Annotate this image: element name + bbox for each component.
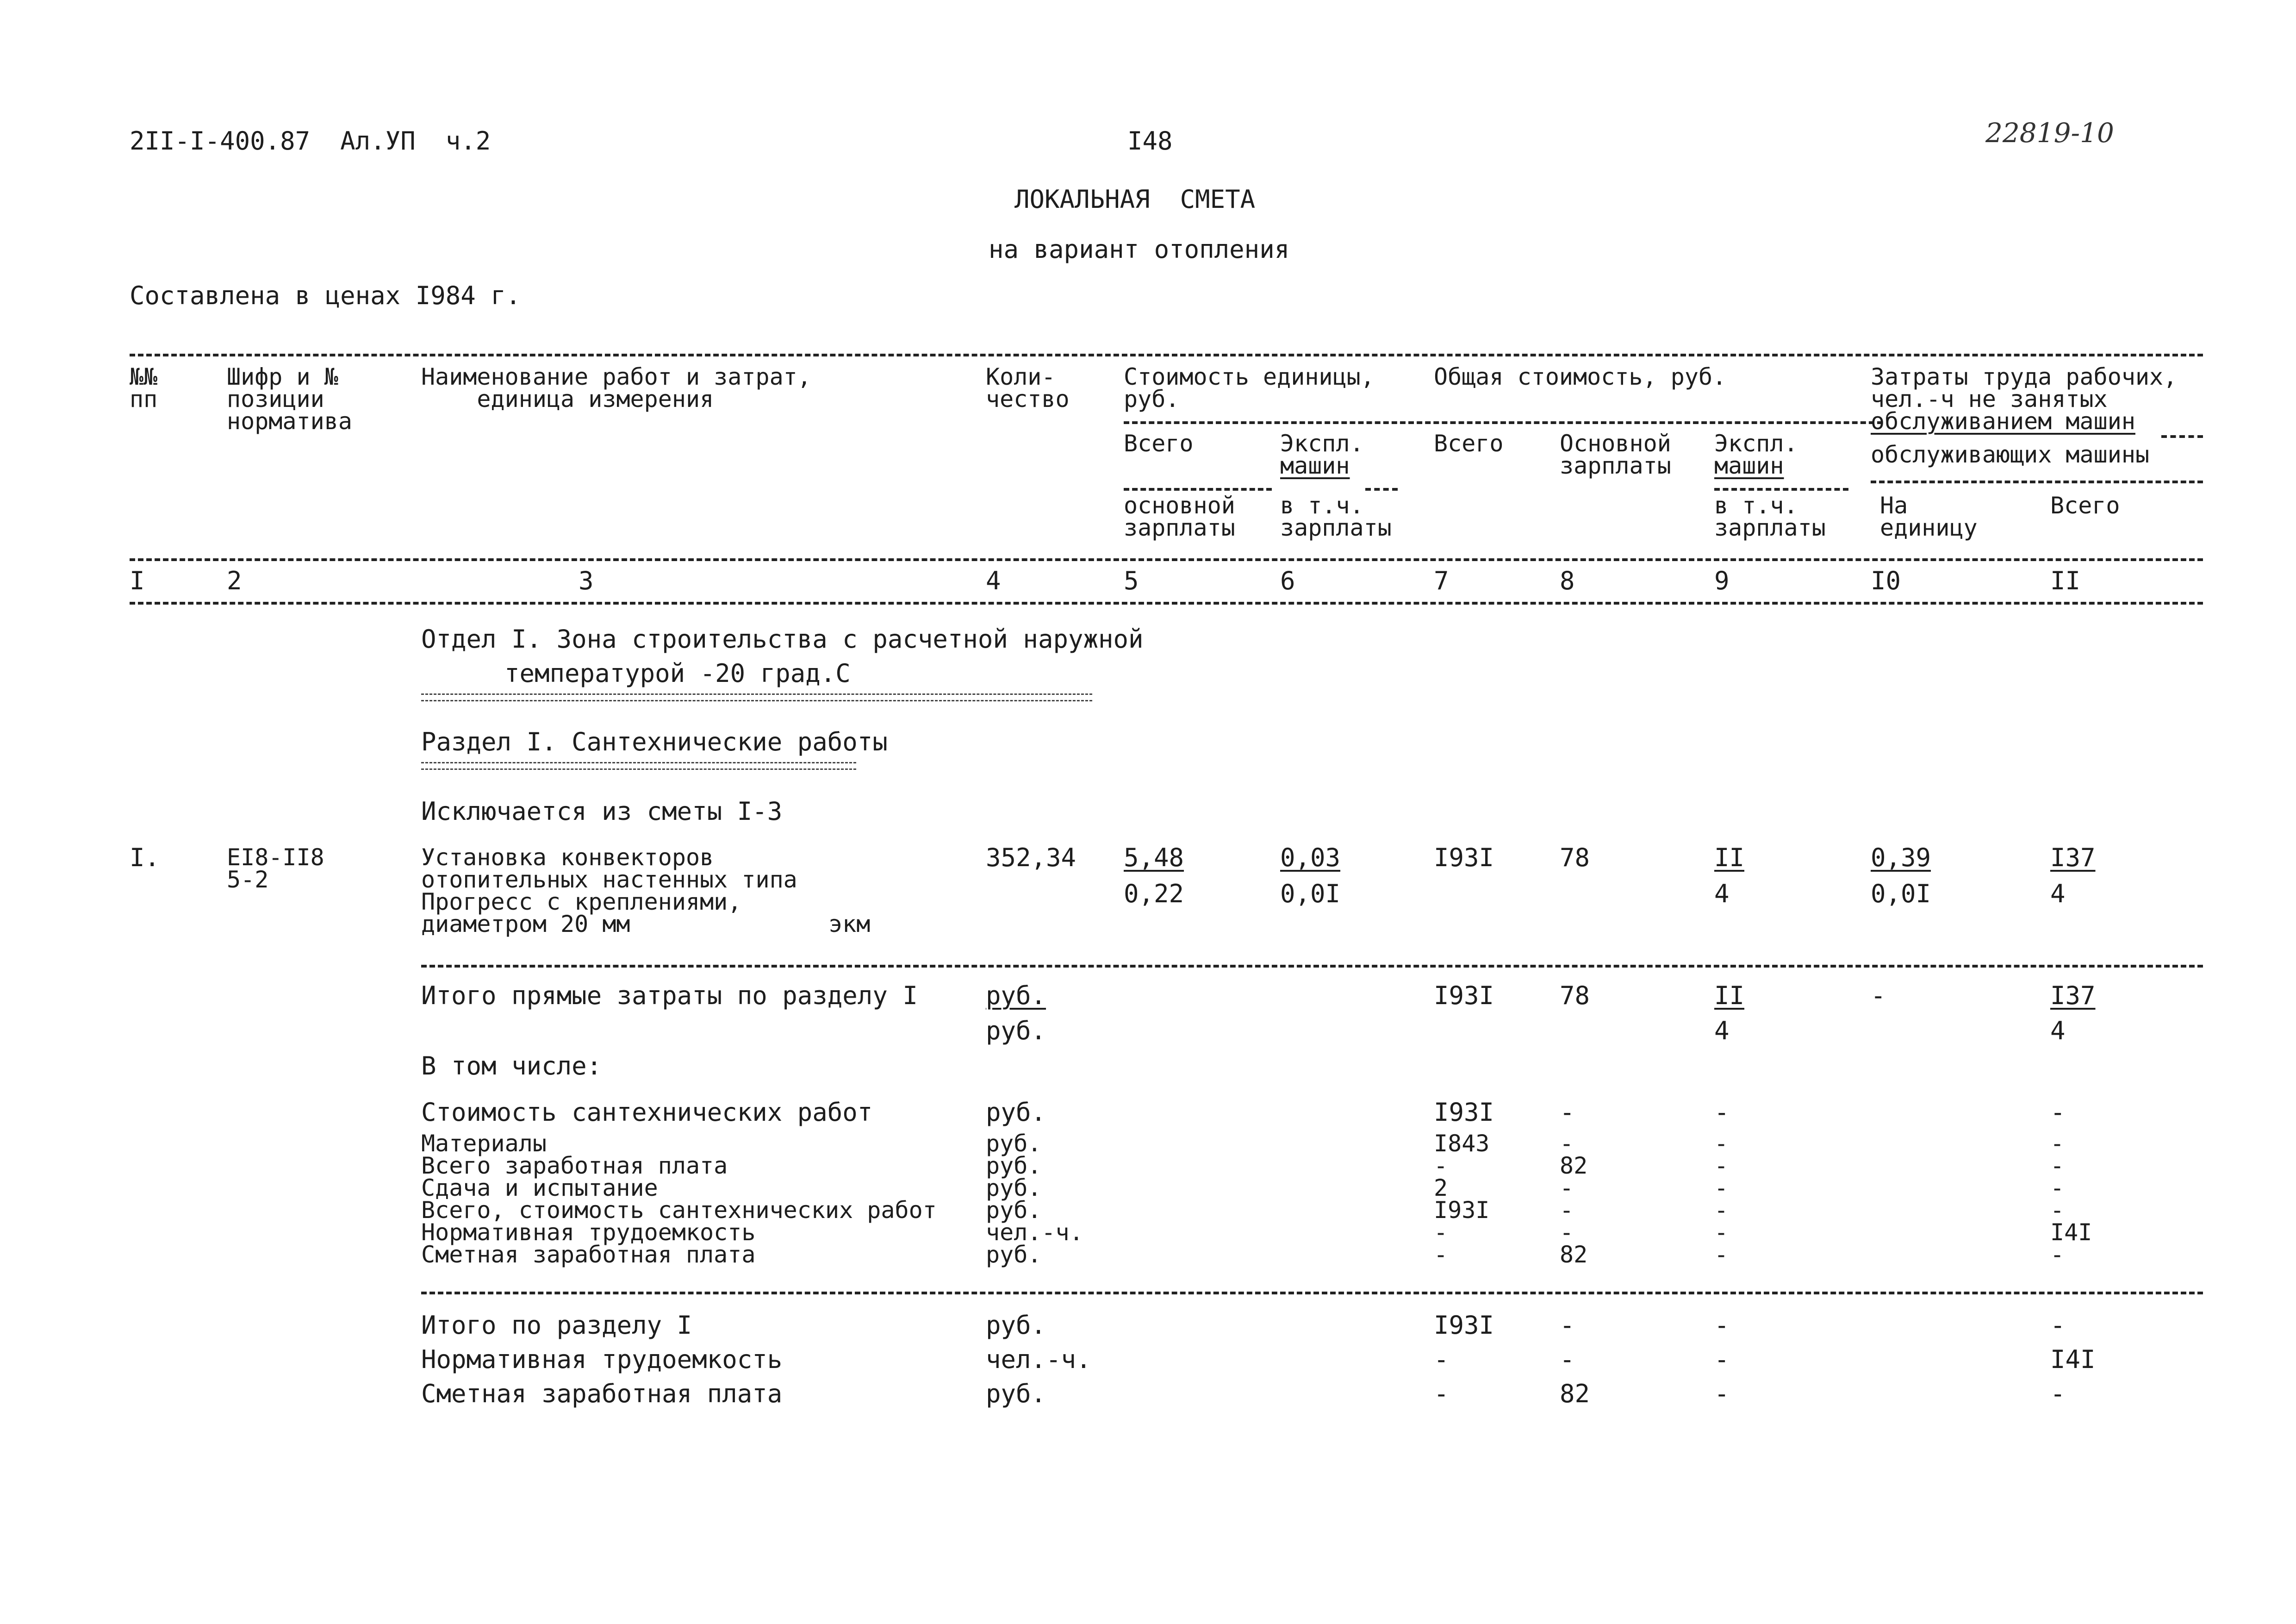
breakdown-bottom-rule bbox=[421, 1292, 2203, 1294]
breakdown-total: - bbox=[1434, 1241, 1448, 1268]
totals-mach: - bbox=[1714, 1311, 1730, 1340]
total-base-header: Основной зарплаты bbox=[1560, 430, 1671, 479]
breakdown-base: 82 bbox=[1560, 1241, 1588, 1268]
header-rule-mach bbox=[1714, 488, 1848, 491]
breakdown-base: - bbox=[1560, 1174, 1574, 1201]
total-incl-header: в т.ч. зарплаты bbox=[1714, 492, 1826, 541]
labor-unit-header: На единицу bbox=[1880, 492, 1978, 541]
unit-base-header: основной зарплаты bbox=[1124, 492, 1235, 541]
totals-unit: руб. bbox=[986, 1311, 1046, 1340]
header-rule-unit bbox=[1124, 488, 1272, 491]
item-unit-incl: 0,0I bbox=[1280, 879, 1341, 908]
totals-label: Итого по разделу I bbox=[421, 1311, 692, 1340]
direct-costs-unit: руб. bbox=[986, 981, 1046, 1010]
direct-costs-incl: 4 bbox=[1714, 1016, 1730, 1045]
breakdown-labor: - bbox=[2050, 1098, 2066, 1127]
breakdown-total: I93I bbox=[1434, 1197, 1490, 1224]
col-num-4: 4 bbox=[986, 566, 1001, 595]
breakdown-label: Сдача и испытание bbox=[421, 1174, 658, 1201]
total-mach-header: Экспл. bbox=[1714, 430, 1798, 457]
direct-costs-labor-unit: - bbox=[1871, 981, 1886, 1010]
direct-costs-label: Итого прямые затраты по разделу I bbox=[421, 981, 918, 1010]
breakdown-mach: - bbox=[1714, 1152, 1729, 1179]
totals-unit: руб. bbox=[986, 1379, 1046, 1408]
col-num-2: 2 bbox=[227, 566, 242, 595]
breakdown-total: I93I bbox=[1434, 1098, 1494, 1127]
breakdown-base: - bbox=[1560, 1219, 1574, 1246]
totals-labor: - bbox=[2050, 1379, 2066, 1408]
totals-total: - bbox=[1434, 1345, 1449, 1374]
breakdown-labor: - bbox=[2050, 1130, 2065, 1157]
labor-not-serving-header: обслуживанием машин bbox=[1871, 408, 2135, 435]
header-rule-labor bbox=[1871, 481, 2203, 483]
direct-costs-labor-total: I37 bbox=[2050, 981, 2096, 1010]
direct-costs-base: 78 bbox=[1560, 981, 1590, 1010]
breakdown-mach: - bbox=[1714, 1219, 1729, 1246]
breakdown-labor: - bbox=[2050, 1197, 2065, 1224]
header-rule-labor-tail bbox=[2161, 435, 2203, 438]
item-labor-unit-serv: 0,0I bbox=[1871, 879, 1931, 908]
col-numbers-bottom-rule bbox=[130, 602, 2203, 605]
breakdown-total: 2 bbox=[1434, 1174, 1448, 1201]
totals-base: - bbox=[1560, 1311, 1575, 1340]
item-code: EI8-II8 5-2 bbox=[227, 844, 324, 893]
breakdown-labor: - bbox=[2050, 1174, 2065, 1201]
breakdown-total: - bbox=[1434, 1152, 1448, 1179]
col-num-9: 9 bbox=[1714, 566, 1730, 595]
total-all-header: Всего bbox=[1434, 430, 1504, 457]
col-code-header: Шифр и № позиции норматива bbox=[227, 363, 352, 435]
breakdown-unit: руб. bbox=[986, 1241, 1042, 1268]
item-labor-total-serv: 4 bbox=[2050, 879, 2066, 908]
document-code: 2II-I-400.87 Ал.УП ч.2 bbox=[130, 126, 491, 156]
breakdown-total: I843 bbox=[1434, 1130, 1490, 1157]
breakdown-mach: - bbox=[1714, 1197, 1729, 1224]
item-total-incl: 4 bbox=[1714, 879, 1730, 908]
breakdown-label: Сметная заработная плата bbox=[421, 1241, 756, 1268]
item-total-base: 78 bbox=[1560, 843, 1590, 872]
breakdown-unit: руб. bbox=[986, 1152, 1042, 1179]
breakdown-mach: - bbox=[1714, 1098, 1730, 1127]
col-num-7: 7 bbox=[1434, 566, 1449, 595]
section-underline-2 bbox=[421, 768, 856, 770]
section-underline-1 bbox=[421, 762, 856, 763]
page-number: I48 bbox=[1127, 126, 1173, 156]
direct-costs-total: I93I bbox=[1434, 981, 1494, 1010]
breakdown-label: Всего заработная плата bbox=[421, 1152, 728, 1179]
direct-costs-mach: II bbox=[1714, 981, 1745, 1010]
totals-labor: I4I bbox=[2050, 1345, 2096, 1374]
header-rule-cost bbox=[1124, 421, 1883, 424]
breakdown-unit: руб. bbox=[986, 1130, 1042, 1157]
col-numbers-top-rule bbox=[130, 558, 2203, 561]
item-labor-unit: 0,39 bbox=[1871, 843, 1931, 872]
item-qty: 352,34 bbox=[986, 843, 1076, 872]
total-cost-header: Общая стоимость, руб. bbox=[1434, 363, 1727, 390]
department-title-2: температурой -20 град.С bbox=[504, 659, 851, 688]
col-num-1: I bbox=[130, 566, 145, 595]
item-bottom-rule bbox=[421, 965, 2203, 968]
totals-mach: - bbox=[1714, 1379, 1730, 1408]
header-rule-unit-tail bbox=[1365, 488, 1398, 491]
item-name: Установка конвекторов отопительных настенных типа Прогресс с креплениями, диаметром 20 мм bbox=[421, 844, 797, 937]
col-number-header: №№ пп bbox=[130, 363, 158, 412]
totals-base: - bbox=[1560, 1345, 1575, 1374]
labor-header: Затраты труда рабочих, чел.-ч не занятых bbox=[1871, 363, 2178, 412]
col-num-3: 3 bbox=[579, 566, 594, 595]
col-num-8: 8 bbox=[1560, 566, 1575, 595]
breakdown-mach: - bbox=[1714, 1241, 1729, 1268]
breakdown-labor: - bbox=[2050, 1152, 2065, 1179]
item-unit-base: 0,22 bbox=[1124, 879, 1184, 908]
col-num-11: II bbox=[2050, 566, 2081, 595]
including-label: В том числе: bbox=[421, 1051, 602, 1081]
item-labor-total: I37 bbox=[2050, 843, 2096, 872]
breakdown-base: - bbox=[1560, 1098, 1575, 1127]
col-name-header: Наименование работ и затрат, единица измерения bbox=[421, 363, 811, 412]
breakdown-unit: руб. bbox=[986, 1098, 1046, 1127]
col-qty-header: Коли- чество bbox=[986, 363, 1070, 412]
labor-serving-header: обслуживающих машины bbox=[1871, 441, 2150, 468]
item-total-mach: II bbox=[1714, 843, 1745, 872]
col-num-5: 5 bbox=[1124, 566, 1139, 595]
document-title: ЛОКАЛЬНАЯ СМЕТА bbox=[1014, 185, 1256, 214]
department-underline-1 bbox=[421, 693, 1092, 695]
totals-unit: чел.-ч. bbox=[986, 1345, 1091, 1374]
totals-mach: - bbox=[1714, 1345, 1730, 1374]
excluded-note: Исключается из сметы I-3 bbox=[421, 797, 783, 826]
breakdown-unit: чел.-ч. bbox=[986, 1219, 1083, 1246]
unit-mach-header: Экспл. bbox=[1280, 430, 1364, 457]
item-total: I93I bbox=[1434, 843, 1494, 872]
item-number: I. bbox=[130, 843, 160, 872]
totals-label: Сметная заработная плата bbox=[421, 1379, 783, 1408]
col-num-10: I0 bbox=[1871, 566, 1901, 595]
breakdown-total: - bbox=[1434, 1219, 1448, 1246]
breakdown-base: - bbox=[1560, 1130, 1574, 1157]
table-top-rule bbox=[130, 354, 2203, 356]
breakdown-label: Материалы bbox=[421, 1130, 547, 1157]
labor-total-header: Всего bbox=[2050, 492, 2120, 519]
breakdown-unit: руб. bbox=[986, 1174, 1042, 1201]
breakdown-mach: - bbox=[1714, 1174, 1729, 1201]
breakdown-label: Нормативная трудоемкость bbox=[421, 1219, 756, 1246]
breakdown-unit: руб. bbox=[986, 1197, 1042, 1224]
totals-labor: - bbox=[2050, 1311, 2066, 1340]
item-unit-mach: 0,03 bbox=[1280, 843, 1341, 872]
unit-total-header: Всего bbox=[1124, 430, 1194, 457]
totals-label: Нормативная трудоемкость bbox=[421, 1345, 783, 1374]
item-unit: экм bbox=[828, 911, 871, 937]
totals-total: - bbox=[1434, 1379, 1449, 1408]
document-subtitle: на вариант отопления bbox=[989, 235, 1290, 264]
item-unit-total: 5,48 bbox=[1124, 843, 1184, 872]
unit-cost-header: Стоимость единицы, руб. bbox=[1124, 363, 1375, 412]
department-title: Отдел I. Зона строительства с расчетной наружной bbox=[421, 625, 1144, 654]
unit-incl-header: в т.ч. зарплаты bbox=[1280, 492, 1392, 541]
prices-note: Составлена в ценах I984 г. bbox=[130, 281, 521, 310]
archive-number: 22819-10 bbox=[1985, 117, 2114, 149]
direct-costs-unit-2: руб. bbox=[986, 1016, 1046, 1045]
department-underline-2 bbox=[421, 700, 1092, 701]
total-mach-header-2: машин bbox=[1714, 452, 1784, 479]
breakdown-base: 82 bbox=[1560, 1152, 1588, 1179]
direct-costs-labor-serv: 4 bbox=[2050, 1016, 2066, 1045]
col-num-6: 6 bbox=[1280, 566, 1295, 595]
unit-mach-header-2: машин bbox=[1280, 452, 1350, 479]
breakdown-base: - bbox=[1560, 1197, 1574, 1224]
breakdown-labor: - bbox=[2050, 1241, 2065, 1268]
breakdown-label: Всего, стоимость сантехнических работ bbox=[421, 1197, 937, 1224]
totals-base: 82 bbox=[1560, 1379, 1590, 1408]
breakdown-labor: I4I bbox=[2050, 1219, 2092, 1246]
section-title: Раздел I. Сантехнические работы bbox=[421, 727, 888, 756]
totals-total: I93I bbox=[1434, 1311, 1494, 1340]
breakdown-mach: - bbox=[1714, 1130, 1729, 1157]
breakdown-label: Стоимость сантехнических работ bbox=[421, 1098, 873, 1127]
